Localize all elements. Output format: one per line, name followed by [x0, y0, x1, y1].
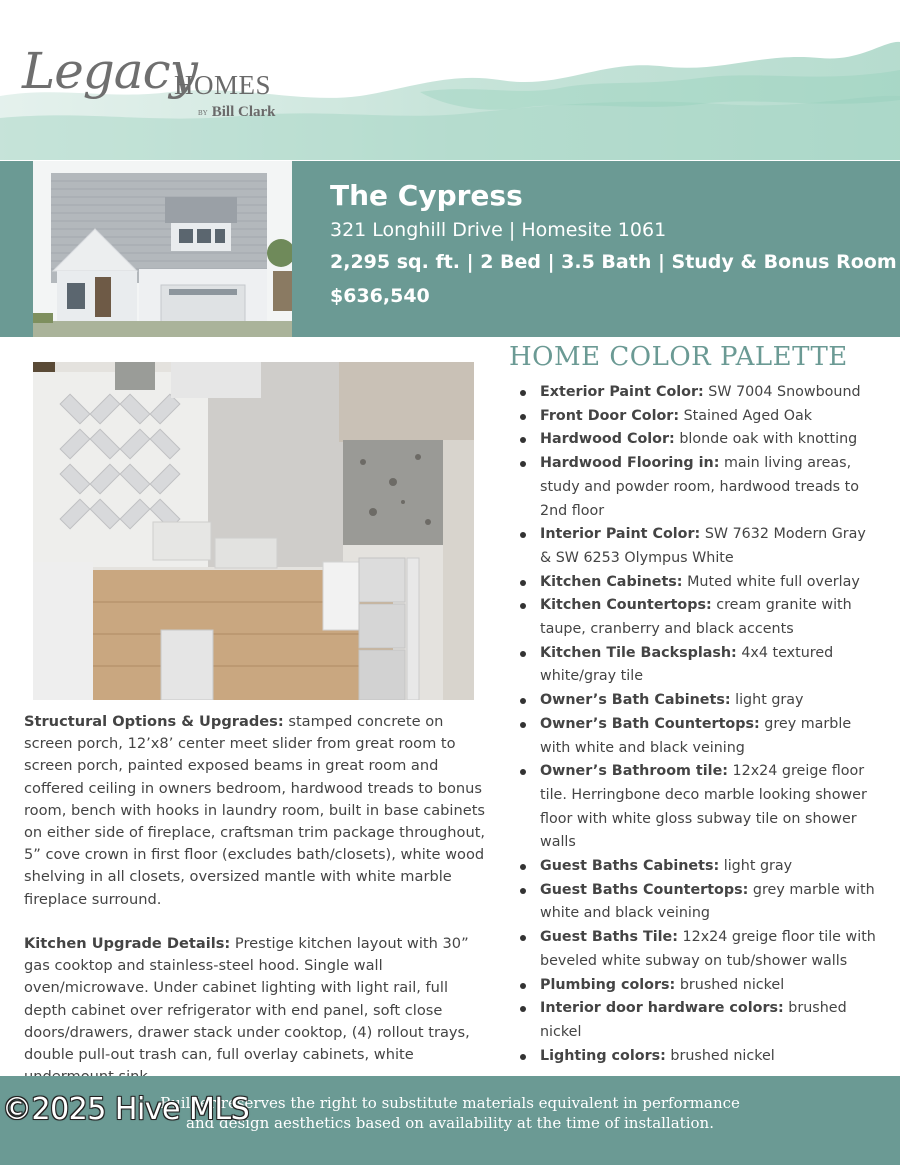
palette-item-label: Guest Baths Countertops: [540, 881, 749, 898]
house-rendering [33, 161, 292, 337]
list-item [520, 689, 880, 713]
palette-item-value: 12x24 greige floor tile with beveled white subway on tub/shower walls [540, 929, 876, 969]
palette-item-label: Owner’s Bathroom tile: [540, 763, 728, 780]
palette-item-label: Guest Baths Cabinets: [540, 858, 720, 875]
palette-item-value: Stained Aged Oak [679, 407, 813, 424]
structural-options-paragraph [24, 711, 494, 911]
house-illustration [33, 161, 292, 337]
list-item [520, 713, 880, 760]
logo-builder-text: Bill Clark [211, 104, 276, 120]
footer-line-1: Builder reserves the right to substitute materials equivalent in performance [160, 1094, 740, 1112]
logo-builder-line [198, 104, 276, 121]
palette-item-value: main living areas, study and powder room, hardwood treads to 2nd floor [540, 455, 859, 519]
palette-item-label: Lighting colors: [540, 1047, 666, 1064]
list-item [520, 997, 880, 1044]
list-item [520, 879, 880, 926]
home-title: The Cypress [330, 179, 523, 212]
list-item [520, 974, 880, 998]
palette-item-label: Exterior Paint Color: [540, 384, 704, 400]
palette-item-label: Owner’s Bath Countertops: [540, 715, 760, 732]
palette-item-value: SW 7632 Modern Gray & SW 6253 Olympus White [540, 526, 866, 566]
legacy-homes-logo [22, 28, 282, 148]
palette-item-label: Hardwood Color: [540, 431, 675, 448]
palette-item-value: brushed nickel [665, 1047, 775, 1064]
list-item [520, 855, 880, 879]
structural-options-label: Structural Options & Upgrades: [24, 713, 284, 730]
palette-item-label: Plumbing colors: [540, 976, 676, 993]
list-item [520, 642, 880, 689]
list-item [520, 594, 880, 641]
palette-item-value: Muted white full overlay [682, 573, 860, 590]
list-item [520, 428, 880, 452]
palette-item-value: light gray [719, 858, 793, 875]
palette-item-value: cream granite with taupe, cranberry and black accents [540, 597, 852, 638]
kitchen-upgrade-text: Prestige kitchen layout with 30” gas cooktop and stainless-steel hood. Single wall oven/microwave. Under cabinet lighting with light rail, full depth cabinet over refrigerator with end panel, soft close doors/drawers, drawer stack under cooktop, (4) rollout trays, double pull-out trash can, full overlay cabinets, white [24, 935, 470, 1064]
list-item [520, 1045, 880, 1069]
list-item [520, 760, 880, 855]
palette-item-value: 12x24 greige floor tile. Herringbone deco marble looking shower floor with white gloss subway tile on shower walls [540, 763, 867, 851]
palette-title: HOME COLOR PALETTE [509, 342, 848, 372]
palette-item-value: brushed nickel [675, 976, 785, 993]
logo-homes-text: HOMES [174, 70, 272, 100]
listing-band [0, 161, 900, 337]
list-item [520, 405, 880, 429]
list-item [520, 571, 880, 595]
palette-list [520, 381, 880, 1068]
footer-band [0, 1076, 900, 1165]
palette-item-label: Guest Baths Tile: [540, 929, 678, 946]
palette-item-value: blonde oak with knotting [674, 431, 858, 448]
palette-item-label: Kitchen Countertops: [540, 597, 712, 614]
materials-board-photo [33, 362, 474, 700]
palette-item-value: SW 7004 Snowbound [703, 384, 861, 400]
palette-item-value: light gray [730, 692, 804, 709]
palette-item-value: grey marble with white and black veining [540, 715, 852, 756]
palette-item-label: Interior Paint Color: [540, 526, 701, 543]
palette-item-value: brushed nickel [540, 1000, 847, 1040]
palette-item-label: Kitchen Tile Backsplash: [540, 644, 737, 661]
palette-item-label: Interior door hardware colors: [540, 1000, 784, 1017]
kitchen-upgrade-paragraph [24, 933, 494, 1088]
kitchen-upgrade-label: Kitchen Upgrade Details: [24, 935, 231, 952]
palette-item-label: Kitchen Cabinets: [540, 573, 683, 590]
footer-line-2: and design aesthetics based on availability at the time of installation. [186, 1114, 714, 1132]
palette-item-label: Front Door Color: [540, 407, 680, 424]
palette-item-value: 4x4 textured white/gray tile [540, 644, 834, 685]
materials-illustration [33, 362, 474, 700]
home-address: 321 Longhill Drive | Homesite 1061 [330, 219, 667, 241]
list-item [520, 452, 880, 523]
logo-script-text: Legacy [22, 42, 197, 100]
structural-options-text: stamped concrete on screen porch, 12’x8’ center meet slider from great room to screen porch, painted exposed beams in great room and coffered ceiling in owners bedroom, hardwood treads to bonus room, bench with hooks in laundry room, built in base cabinets on either side of fireplace, craftsman trim package throughout, 5” cove crown in first floor (excludes bath/closets), white wood shelving in all closets, oversized mantle with white marble fireplace surround. [24, 713, 486, 908]
copyright-watermark: ©2025 Hive MLS [2, 1092, 250, 1127]
home-specs: 2,295 sq. ft. | 2 Bed | 3.5 Bath | Study & Bonus Room [330, 251, 897, 273]
logo-by-text: BY [198, 108, 208, 117]
palette-item-label: Owner’s Bath Cabinets: [540, 692, 731, 709]
palette-item-label: Hardwood Flooring in: [540, 455, 720, 472]
palette-item-value: grey marble with white and black veining [540, 881, 875, 922]
list-item [520, 523, 880, 570]
header-watercolor [0, 0, 900, 160]
list-item [520, 926, 880, 973]
list-item [520, 381, 880, 405]
home-price: $636,540 [330, 285, 430, 307]
